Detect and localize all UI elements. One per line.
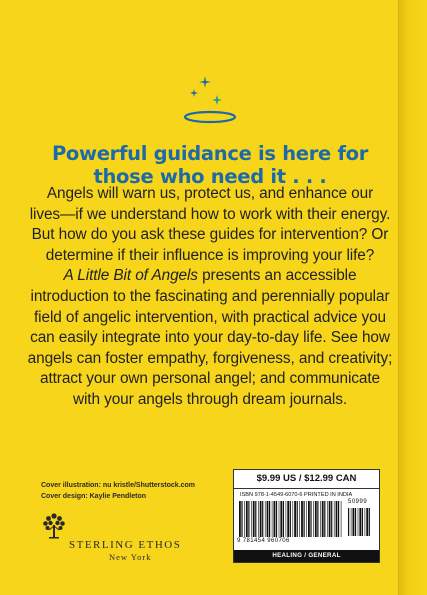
barcode-bar bbox=[329, 501, 331, 537]
description-line: attract your own personal angel; and communicate bbox=[40, 370, 380, 388]
tree-icon bbox=[41, 512, 67, 540]
barcode-bar bbox=[253, 501, 255, 537]
barcode-bar bbox=[306, 501, 307, 537]
price-barcode-bars bbox=[348, 508, 372, 536]
barcode-bar bbox=[290, 501, 291, 537]
sparkle-star-icon bbox=[199, 76, 211, 88]
description-line: But how do you ask these guides for intervention? Or bbox=[31, 226, 389, 244]
barcode-bar bbox=[299, 501, 300, 537]
barcode-bar bbox=[251, 501, 252, 537]
illustration-credit: Cover illustration: nu kristle/Shutterstock.com bbox=[41, 482, 196, 489]
sparkle-star-icon bbox=[190, 89, 198, 97]
barcode-bar bbox=[297, 501, 298, 537]
barcode-panel bbox=[233, 469, 380, 563]
sparkle-star-icon bbox=[212, 95, 222, 105]
barcode-bar bbox=[355, 508, 356, 536]
barcode-bar bbox=[351, 508, 352, 536]
barcode-bar bbox=[317, 501, 318, 537]
barcode-bar bbox=[280, 501, 282, 537]
publisher-name: STERLING ETHOS bbox=[69, 539, 182, 551]
barcode-bar bbox=[283, 501, 284, 537]
barcode-bar bbox=[310, 501, 311, 537]
barcode-bar bbox=[308, 501, 310, 537]
halo-icon bbox=[185, 112, 235, 122]
isbn-text: ISBN 978-1-4549-6070-6 PRINTED IN INDIA bbox=[240, 492, 353, 498]
description-line-rest: presents an accessible bbox=[197, 267, 357, 285]
description-line: angels can foster empathy, forgiveness, and creativity; bbox=[27, 349, 393, 367]
barcode-bar bbox=[322, 501, 324, 537]
description-line bbox=[0, 266, 420, 287]
barcode-bar bbox=[320, 501, 321, 537]
barcode-bar bbox=[331, 501, 332, 537]
headline-line-1: Powerful guidance is here for bbox=[51, 142, 369, 165]
description-line: field of angelic intervention, with practical advice you bbox=[34, 308, 386, 326]
barcode-bar bbox=[315, 501, 317, 537]
barcode-bar bbox=[269, 501, 270, 537]
price-code: 50999 bbox=[348, 499, 368, 505]
description bbox=[0, 184, 420, 411]
publisher-logo bbox=[41, 512, 191, 562]
barcode-bar bbox=[365, 508, 366, 536]
barcode-bars bbox=[239, 501, 345, 537]
barcode-bar bbox=[262, 501, 263, 537]
barcode-bar bbox=[265, 501, 266, 537]
barcode-bar bbox=[267, 501, 269, 537]
publisher-city: New York bbox=[109, 552, 152, 562]
barcode-bar bbox=[260, 501, 262, 537]
description-line: Angels will warn us, protect us, and enhance our bbox=[46, 185, 374, 202]
barcode-bar bbox=[338, 501, 339, 537]
book-title: A Little Bit of Angels bbox=[63, 267, 198, 285]
barcode-bar bbox=[369, 508, 370, 536]
barcode-bar bbox=[348, 508, 349, 536]
barcode-bar bbox=[358, 508, 359, 536]
barcode-bar bbox=[294, 501, 296, 537]
category-label: HEALING / GENERAL bbox=[234, 550, 379, 562]
barcode-bar bbox=[239, 501, 241, 537]
price-label: $9.99 US / $12.99 CAN bbox=[234, 470, 379, 489]
description-line: lives—if we understand how to work with their energy. bbox=[29, 205, 391, 223]
description-line: determine if their influence is improving your life? bbox=[45, 246, 375, 264]
barcode-bar bbox=[258, 501, 259, 537]
barcode-bar bbox=[248, 501, 249, 537]
barcode-bar bbox=[301, 501, 303, 537]
barcode-bar bbox=[279, 501, 280, 537]
ean-digits: 9 781454 960706 bbox=[237, 538, 290, 544]
headline-line-2: those who need it . . . bbox=[93, 165, 327, 188]
barcode-bar bbox=[286, 501, 287, 537]
barcode-bar bbox=[276, 501, 277, 537]
barcode-bar bbox=[287, 501, 289, 537]
barcode-bar bbox=[244, 501, 245, 537]
halo-illustration bbox=[0, 72, 420, 132]
barcode-bar bbox=[274, 501, 276, 537]
barcode-bar bbox=[334, 501, 335, 537]
barcode-bar bbox=[304, 501, 305, 537]
barcode-bar bbox=[341, 501, 342, 537]
barcode-bar bbox=[362, 508, 363, 536]
design-credit: Cover design: Kaylie Pendleton bbox=[41, 493, 147, 500]
barcode-bar bbox=[327, 501, 328, 537]
cover-credits bbox=[41, 480, 195, 502]
barcode-bar bbox=[241, 501, 242, 537]
barcode-bar bbox=[366, 508, 368, 536]
barcode-bar bbox=[336, 501, 338, 537]
description-line: introduction to the fascinating and perennially popular bbox=[30, 287, 390, 305]
barcode-bar bbox=[324, 501, 325, 537]
barcode-bar bbox=[359, 508, 361, 536]
headline bbox=[0, 142, 420, 188]
description-line: with your angels through dream journals. bbox=[72, 390, 348, 408]
barcode-bar bbox=[255, 501, 256, 537]
barcode-bar bbox=[313, 501, 314, 537]
description-line: can easily integrate into your day-to-day life. See how bbox=[30, 329, 390, 347]
barcode-bar bbox=[272, 501, 273, 537]
barcode-bar bbox=[353, 508, 355, 536]
barcode-bar bbox=[246, 501, 248, 537]
barcode-bar bbox=[293, 501, 294, 537]
